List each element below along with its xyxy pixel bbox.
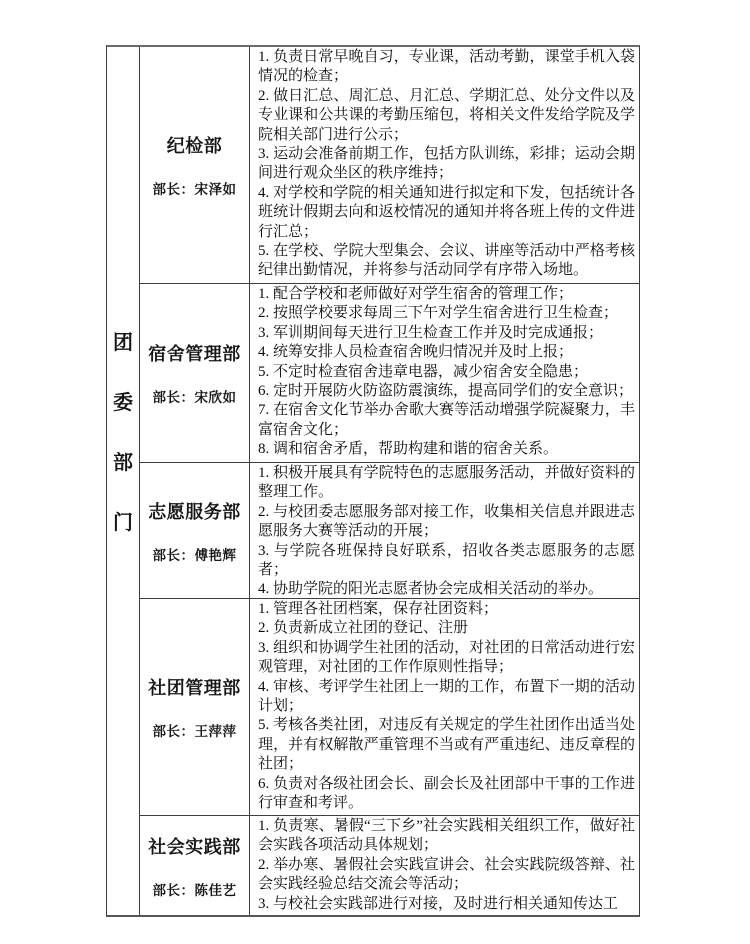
duty-item: 7. 在宿舍文化节举办舍歌大赛等活动增强学院凝聚力，丰富宿舍文化； (258, 402, 635, 438)
duty-item: 3. 与学院各班保持良好联系，招收各类志愿服务的志愿者； (258, 542, 635, 579)
duty-item: 1. 负责寒、暑假“三下乡”社会实践相关组织工作，做好社会实践各项活动具体规划； (258, 818, 635, 854)
org-column-cell (107, 47, 140, 915)
department-name: 志愿服务部 (148, 501, 241, 522)
duty-item: 4. 统筹安排人员检查宿舍晚归情况并及时上报； (258, 344, 574, 361)
departments-table (106, 45, 640, 917)
department-name: 宿舍管理部 (148, 344, 241, 364)
department-cell (140, 463, 250, 598)
duty-item: 4. 协助学院的阳光志愿者协会完成相关活动的举办。 (258, 581, 604, 598)
duty-item: 6. 定时开展防火防盗防震演练，提高同学们的安全意识； (258, 383, 634, 400)
duty-item: 5. 不定时检查宿舍违章电器，减少宿舍安全隐患； (258, 363, 589, 380)
table-row (140, 47, 639, 284)
department-director: 部长：宋欣如 (152, 390, 237, 405)
duties-cell (250, 599, 639, 815)
department-director: 部长：傅艳辉 (152, 547, 237, 563)
department-cell (140, 816, 250, 915)
duty-item: 1. 管理各社团档案，保存社团资料； (258, 601, 499, 617)
department-cell (140, 47, 250, 283)
duty-item: 5. 在学校、学院大型集会、会议、讲座等活动中严格考核纪律出勤情况，并将参与活动同学有序带入场地。 (258, 243, 635, 279)
duty-item: 3. 运动会准备前期工作，包括方队训练，彩排；运动会期间进行观众坐区的秩序维持； (258, 146, 635, 182)
department-name: 社会实践部 (148, 836, 241, 857)
duties-cell (250, 284, 639, 462)
table-row (140, 816, 639, 915)
department-name: 社团管理部 (148, 678, 241, 698)
department-cell (140, 599, 250, 815)
duty-item: 2. 与校团委志愿服务部对接工作，收集相关信息并跟进志愿服务大赛等活动的开展； (258, 503, 635, 540)
table-row (140, 463, 639, 599)
duties-cell (250, 463, 639, 598)
org-label-char: 委 (113, 392, 133, 414)
org-label-vertical (113, 332, 133, 534)
duty-item: 2. 做日汇总、周汇总、月汇总、学期汇总、处分文件以及专业课和公共课的考勤压缩包，将相关文件发给学院及学院相关部门进行公示； (258, 87, 635, 143)
duty-item: 2. 举办寒、暑假社会实践宣讲会、社会实践院级答辩、社会实践经验总结交流会等活动； (258, 856, 635, 893)
department-director: 部长：陈佳艺 (152, 882, 237, 898)
duty-item: 3. 组织和协调学生社团的活动，对社团的日常活动进行宏观管理，对社团的工作作原则性指导； (258, 639, 635, 676)
duty-item: 2. 负责新成立社团的登记、注册 (258, 620, 469, 637)
duty-item: 1. 配合学校和老师做好对学生宿舍的管理工作； (258, 286, 574, 302)
duties-cell (250, 816, 639, 915)
department-director: 部长：宋泽如 (152, 182, 237, 197)
duty-item: 3. 军训期间每天进行卫生检查工作并及时完成通报； (258, 324, 604, 341)
department-name: 纪检部 (166, 136, 223, 156)
org-label-char: 门 (113, 512, 133, 534)
department-cell (140, 284, 250, 462)
duty-item: 6. 负责对各级社团会长、副会长及社团部中干事的工作进行审查和考评。 (258, 775, 635, 812)
department-director: 部长：王萍萍 (152, 724, 237, 739)
duty-item: 3. 与校社会实践部进行对接，及时进行相关通知传达工 (258, 895, 619, 912)
org-label-char: 部 (113, 452, 133, 474)
table-row (140, 284, 639, 463)
duty-item: 1. 积极开展具有学院特色的志愿服务活动，并做好资料的整理工作。 (258, 465, 635, 501)
duty-item: 1. 负责日常早晚自习，专业课，活动考勤，课堂手机入袋情况的检查； (258, 49, 635, 85)
duty-item: 4. 审核、考评学生社团上一期的工作，布置下一期的活动计划； (258, 678, 635, 715)
table-row (140, 599, 639, 816)
duties-cell (250, 47, 639, 283)
duty-item: 5. 考核各类社团，对违反有关规定的学生社团作出适当处理，并有权解散严重管理不当或有严重违纪、违反章程的社团； (258, 717, 635, 773)
duty-item: 8. 调和宿舍矛盾，帮助构建和谐的宿舍关系。 (258, 441, 559, 458)
org-label-char: 团 (113, 332, 133, 354)
duty-item: 4. 对学校和学院的相关通知进行拟定和下发，包括统计各班统计假期去向和返校情况的通知并将各班上传的文件进行汇总； (258, 184, 635, 240)
table-rows (140, 47, 639, 915)
duty-item: 2. 按照学校要求每周三下午对学生宿舍进行卫生检查； (258, 305, 619, 322)
